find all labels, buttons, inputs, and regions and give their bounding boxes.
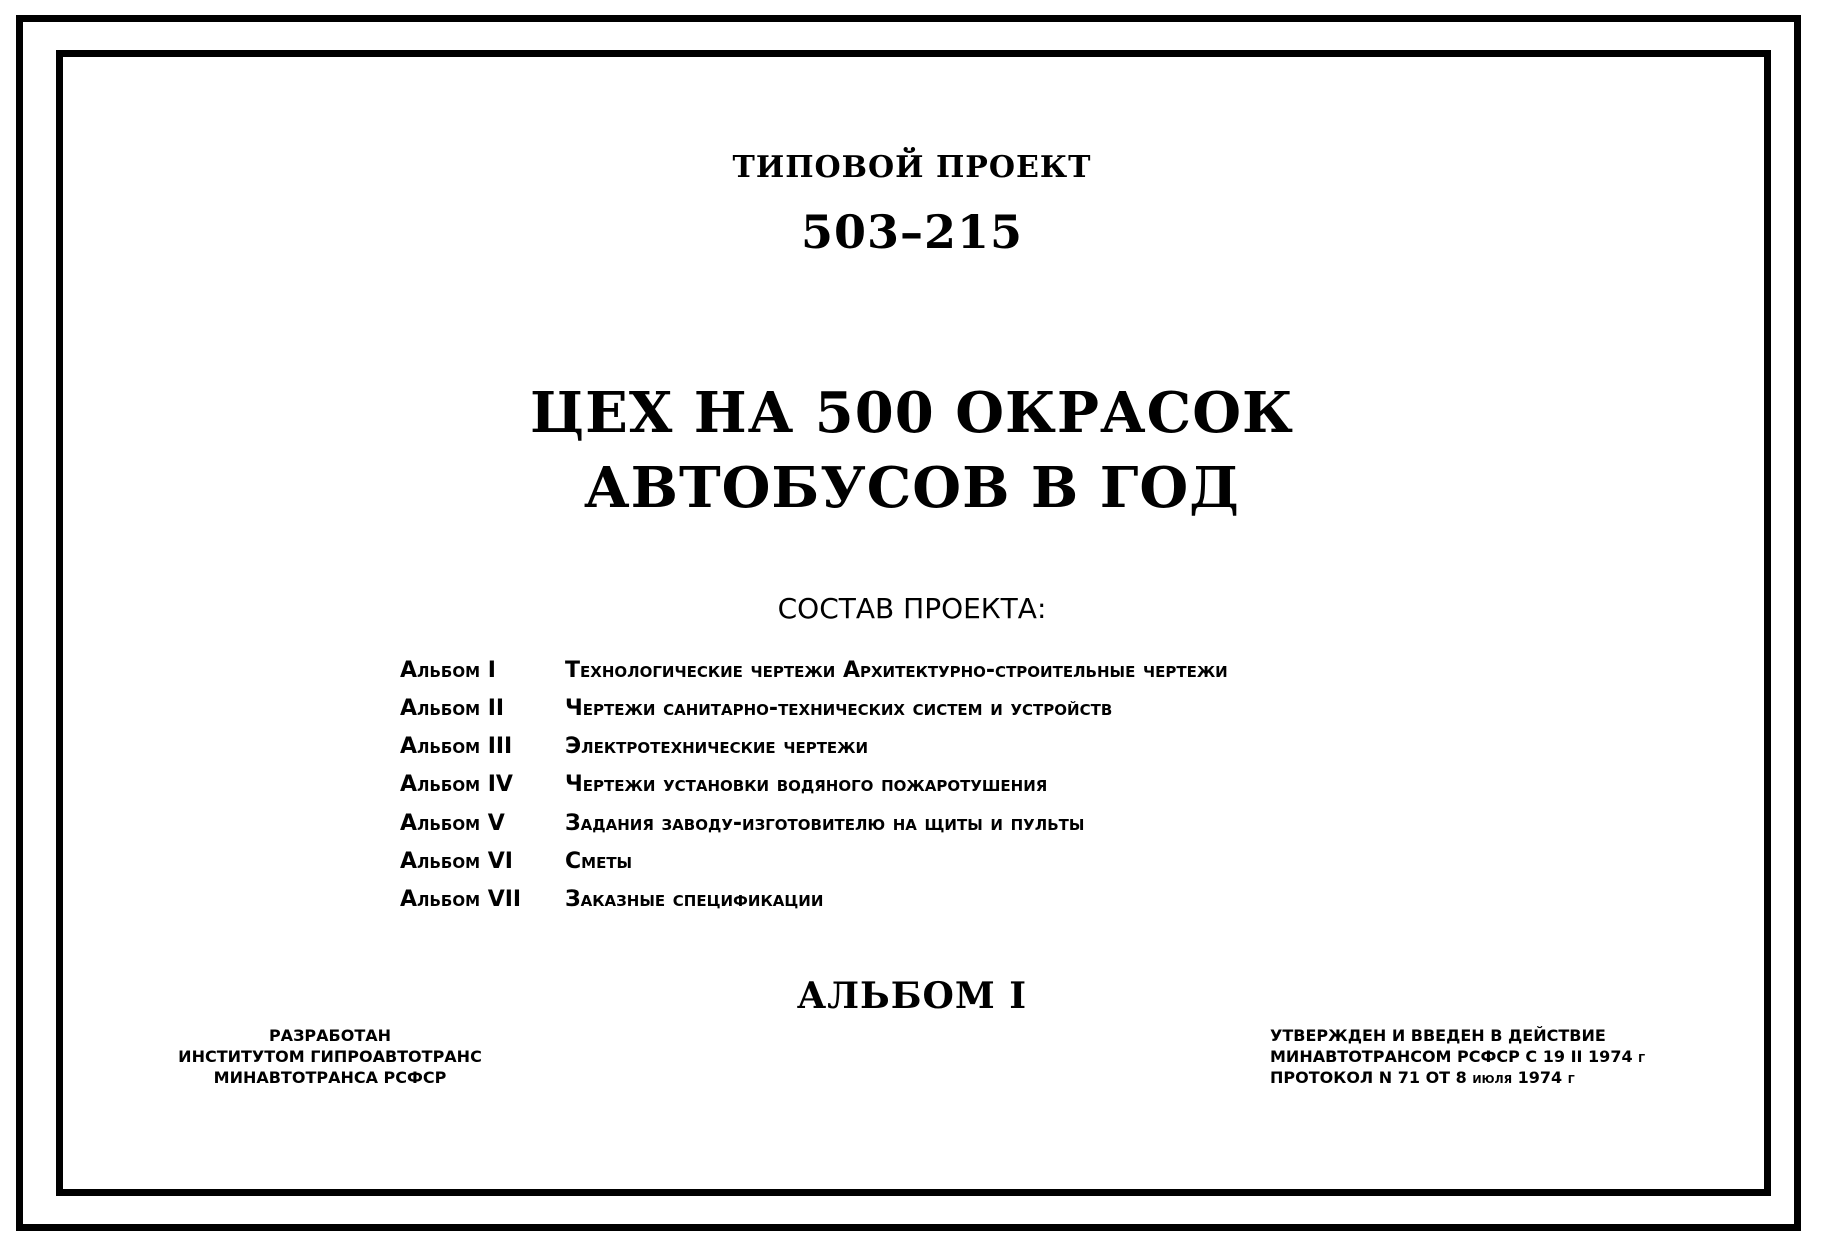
developer-block <box>175 1025 485 1088</box>
developer-line: ИНСТИТУТОМ ГИПРОАВТОТРАНС <box>178 1047 482 1066</box>
composition-heading: СОСТАВ ПРОЕКТА: <box>777 592 1047 625</box>
album-description: Электротехнические чертежи <box>565 734 869 759</box>
title-line-1: ЦЕХ НА 500 ОКРАСОК <box>530 380 1294 446</box>
album-description: Чертежи санитарно-технических систем и устройств <box>565 696 1113 721</box>
approval-line: МИНАВТОТРАНСОМ РСФСР С 19 II 1974 г <box>1270 1047 1646 1066</box>
approval-block <box>1270 1025 1670 1088</box>
current-album: АЛЬБОМ I <box>796 975 1028 1017</box>
album-label: Альбом II <box>400 696 505 721</box>
album-label: Альбом VI <box>400 849 513 874</box>
album-description: Сметы <box>565 849 633 874</box>
album-description: Задания заводу-изготовителю на щиты и пульты <box>565 811 1085 836</box>
album-label: Альбом V <box>400 811 505 836</box>
album-description: Чертежи установки водяного пожаротушения <box>565 772 1048 797</box>
approval-line: УТВЕРЖДЕН И ВВЕДЕН В ДЕЙСТВИЕ <box>1270 1026 1606 1045</box>
developer-line: РАЗРАБОТАН <box>268 1026 392 1045</box>
album-description: Технологические чертежи Архитектурно-строительные чертежи <box>565 658 1228 683</box>
album-label: Альбом IV <box>400 772 513 797</box>
project-series: ТИПОВОЙ ПРОЕКТ <box>732 150 1092 185</box>
album-label: Альбом III <box>400 734 513 759</box>
album-description: Заказные спецификации <box>565 887 824 912</box>
developer-line: МИНАВТОТРАНСА РСФСР <box>213 1068 447 1087</box>
project-number: 503–215 <box>800 205 1024 259</box>
approval-line: ПРОТОКОЛ N 71 ОТ 8 июля 1974 г <box>1270 1068 1575 1087</box>
album-label: Альбом I <box>400 658 496 683</box>
title-line-2: АВТОБУСОВ В ГОД <box>584 455 1240 521</box>
album-label: Альбом VII <box>400 887 522 912</box>
